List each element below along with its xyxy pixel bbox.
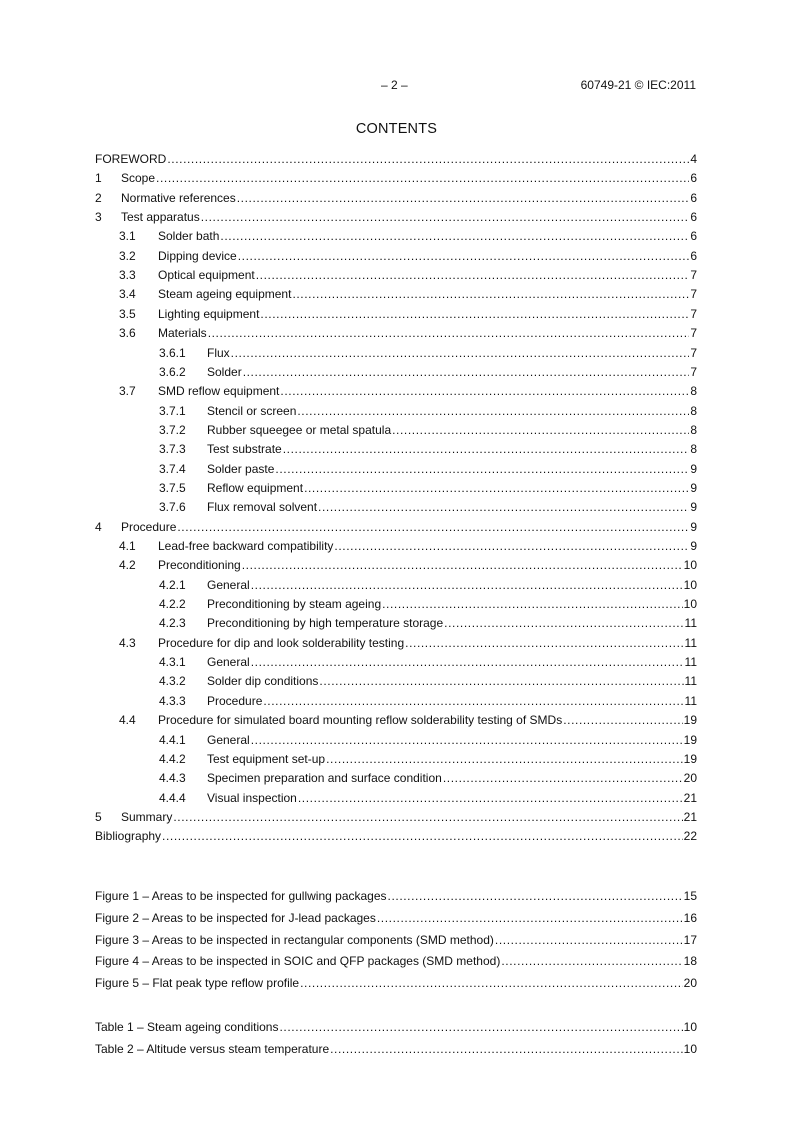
toc-entry[interactable]: [95, 558, 697, 573]
entry-label: Table 2 – Altitude versus steam temperature: [95, 1042, 330, 1056]
dot-leader: [297, 404, 689, 419]
entry-label: General: [207, 655, 250, 669]
entry-page-number: 9: [690, 481, 697, 495]
entry-page-number: 18: [683, 954, 697, 968]
dot-leader: [201, 210, 690, 225]
entry-label: Materials: [158, 326, 207, 340]
entry-label: Bibliography: [95, 829, 162, 843]
figure-entry[interactable]: [95, 911, 697, 926]
dot-leader: [279, 1020, 682, 1035]
table-entry[interactable]: [95, 1020, 697, 1035]
dot-leader: [167, 152, 689, 167]
entry-number: 1: [95, 171, 102, 185]
toc-entry[interactable]: [95, 365, 697, 380]
entry-number: 4.2: [119, 558, 136, 572]
dot-leader: [298, 791, 683, 806]
toc-entry[interactable]: [95, 674, 697, 689]
dot-leader: [319, 674, 683, 689]
entry-number: 3.3: [119, 268, 136, 282]
entry-page-number: 15: [683, 889, 697, 903]
dot-leader: [242, 558, 683, 573]
dot-leader: [444, 616, 683, 631]
toc-entry[interactable]: [95, 210, 697, 225]
toc-entry[interactable]: [95, 287, 697, 302]
toc-entry[interactable]: [95, 636, 697, 651]
entry-page-number: 9: [690, 520, 697, 534]
entry-label: Flux: [207, 346, 230, 360]
entry-label: Rubber squeegee or metal spatula: [207, 423, 392, 437]
entry-page-number: 11: [684, 616, 697, 630]
entry-number: 4.3.2: [159, 674, 186, 688]
entry-page-number: 7: [690, 346, 697, 360]
page-number: – 2 –: [381, 78, 408, 92]
toc-entry[interactable]: [95, 442, 697, 457]
dot-leader: [275, 462, 689, 477]
entry-number: 5: [95, 810, 102, 824]
dot-leader: [334, 539, 689, 554]
entry-number: 3.7: [119, 384, 136, 398]
dot-leader: [283, 442, 690, 457]
entry-label: Reflow equipment: [207, 481, 304, 495]
toc-entry[interactable]: [95, 791, 697, 806]
entry-page-number: 21: [683, 810, 697, 824]
entry-number: 3.7.3: [159, 442, 186, 456]
entry-page-number: 6: [690, 249, 697, 263]
figure-entry[interactable]: [95, 889, 697, 904]
entry-number: 3.1: [119, 229, 136, 243]
entry-label: Table 1 – Steam ageing conditions: [95, 1020, 279, 1034]
entry-number: 4.4.2: [159, 752, 186, 766]
toc-entry[interactable]: [95, 713, 697, 728]
entry-number: 3.7.4: [159, 462, 186, 476]
entry-page-number: 7: [690, 365, 697, 379]
figure-entry[interactable]: [95, 976, 697, 991]
entry-label: Specimen preparation and surface condition: [207, 771, 442, 785]
dot-leader: [256, 268, 690, 283]
toc-entry[interactable]: [95, 829, 697, 844]
toc-entry[interactable]: [95, 171, 697, 186]
toc-entry[interactable]: [95, 520, 697, 535]
entry-page-number: 10: [683, 1020, 697, 1034]
entry-page-number: 19: [683, 713, 697, 727]
entry-page-number: 16: [683, 911, 697, 925]
entry-page-number: 9: [690, 462, 697, 476]
dot-leader: [231, 346, 690, 361]
toc-entry[interactable]: [95, 810, 697, 825]
entry-page-number: 11: [684, 694, 697, 708]
entry-page-number: 11: [684, 655, 697, 669]
entry-number: 3.6.2: [159, 365, 186, 379]
entry-label: Preconditioning: [158, 558, 241, 572]
entry-label: Summary: [121, 810, 173, 824]
entry-label: Test apparatus: [121, 210, 200, 224]
entry-page-number: 7: [690, 326, 697, 340]
entry-label: General: [207, 578, 250, 592]
figure-entry[interactable]: [95, 933, 697, 948]
dot-leader: [377, 911, 683, 926]
dot-leader: [238, 249, 690, 264]
entry-label: Procedure: [121, 520, 177, 534]
entry-number: 3: [95, 210, 102, 224]
entry-label: Scope: [121, 171, 156, 185]
entry-label: Optical equipment: [158, 268, 255, 282]
dot-leader: [177, 520, 689, 535]
dot-leader: [251, 578, 683, 593]
entry-label: Solder dip conditions: [207, 674, 319, 688]
entry-number: 3.2: [119, 249, 136, 263]
entry-label: Test substrate: [207, 442, 282, 456]
entry-page-number: 7: [690, 268, 697, 282]
entry-page-number: 11: [684, 674, 697, 688]
entry-page-number: 8: [690, 442, 697, 456]
dot-leader: [443, 771, 683, 786]
entry-label: Steam ageing equipment: [158, 287, 292, 301]
toc-entry[interactable]: [95, 423, 697, 438]
entry-number: 4.2.1: [159, 578, 186, 592]
toc-entry[interactable]: [95, 268, 697, 283]
entry-number: 4.3.1: [159, 655, 186, 669]
entry-page-number: 11: [684, 636, 697, 650]
dot-leader: [392, 423, 689, 438]
entry-page-number: 10: [683, 558, 697, 572]
toc-entry[interactable]: [95, 249, 697, 264]
entry-number: 3.7.1: [159, 404, 186, 418]
toc-entry[interactable]: [95, 152, 697, 167]
entry-label: Preconditioning by steam ageing: [207, 597, 382, 611]
entry-label: Procedure for simulated board mounting reflow solderability testing of SMDs: [158, 713, 563, 727]
entry-page-number: 7: [690, 307, 697, 321]
entry-page-number: 8: [690, 404, 697, 418]
entry-label: Figure 5 – Flat peak type reflow profile: [95, 976, 300, 990]
entry-number: 3.7.5: [159, 481, 186, 495]
toc-entry[interactable]: [95, 539, 697, 554]
entry-label: Figure 1 – Areas to be inspected for gullwing packages: [95, 889, 387, 903]
entry-number: 3.7.6: [159, 500, 186, 514]
entry-number: 2: [95, 191, 102, 205]
entry-number: 4.1: [119, 539, 136, 553]
dot-leader: [251, 655, 684, 670]
entry-page-number: 7: [690, 287, 697, 301]
entry-page-number: 9: [690, 500, 697, 514]
dot-leader: [563, 713, 682, 728]
entry-number: 3.6: [119, 326, 136, 340]
entry-number: 4.3: [119, 636, 136, 650]
toc-entry[interactable]: [95, 346, 697, 361]
dot-leader: [326, 752, 683, 767]
entry-label: Procedure for dip and look solderability testing: [158, 636, 405, 650]
dot-leader: [304, 481, 689, 496]
entry-number: 4.2.2: [159, 597, 186, 611]
entry-label: Figure 3 – Areas to be inspected in rectangular components (SMD method): [95, 933, 494, 947]
entry-label: General: [207, 733, 250, 747]
dot-leader: [388, 889, 683, 904]
entry-page-number: 19: [683, 752, 697, 766]
entry-label: SMD reflow equipment: [158, 384, 280, 398]
entry-number: 4.4.1: [159, 733, 186, 747]
entry-number: 4.2.3: [159, 616, 186, 630]
toc-entry[interactable]: [95, 597, 697, 612]
toc-entry[interactable]: [95, 481, 697, 496]
entry-page-number: 19: [683, 733, 697, 747]
entry-label: Figure 4 – Areas to be inspected in SOIC and QFP packages (SMD method): [95, 954, 501, 968]
dot-leader: [237, 191, 690, 206]
dot-leader: [300, 976, 683, 991]
entry-label: Stencil or screen: [207, 404, 297, 418]
entry-number: 3.4: [119, 287, 136, 301]
entry-page-number: 20: [683, 976, 697, 990]
dot-leader: [260, 307, 689, 322]
entry-label: Solder paste: [207, 462, 275, 476]
toc-entry[interactable]: [95, 191, 697, 206]
toc-entry[interactable]: [95, 404, 697, 419]
entry-label: Figure 2 – Areas to be inspected for J-lead packages: [95, 911, 376, 925]
entry-label: Solder: [207, 365, 242, 379]
entry-page-number: 9: [690, 539, 697, 553]
entry-page-number: 4: [690, 152, 697, 166]
entry-label: Flux removal solvent: [207, 500, 318, 514]
entry-number: 4.4: [119, 713, 136, 727]
entry-page-number: 8: [690, 423, 697, 437]
figure-entry[interactable]: [95, 954, 697, 969]
entry-number: 3.6.1: [159, 346, 186, 360]
entry-page-number: 6: [690, 171, 697, 185]
entry-label: Solder bath: [158, 229, 220, 243]
entry-page-number: 6: [690, 191, 697, 205]
entry-label: Visual inspection: [207, 791, 297, 805]
dot-leader: [162, 829, 683, 844]
table-entry[interactable]: [95, 1042, 697, 1057]
entry-number: 4.4.4: [159, 791, 186, 805]
dot-leader: [292, 287, 689, 302]
dot-leader: [251, 733, 683, 748]
entry-page-number: 10: [683, 578, 697, 592]
dot-leader: [173, 810, 682, 825]
toc-entry[interactable]: [95, 733, 697, 748]
entry-page-number: 8: [690, 384, 697, 398]
entry-label: Preconditioning by high temperature storage: [207, 616, 444, 630]
entry-page-number: 6: [690, 210, 697, 224]
entry-label: Lead-free backward compatibility: [158, 539, 334, 553]
toc-entry[interactable]: [95, 616, 697, 631]
entry-page-number: 21: [683, 791, 697, 805]
toc-entry[interactable]: [95, 655, 697, 670]
entry-label: Lighting equipment: [158, 307, 260, 321]
entry-label: Test equipment set-up: [207, 752, 326, 766]
toc-entry[interactable]: [95, 500, 697, 515]
toc-entry[interactable]: [95, 326, 697, 341]
entry-page-number: 10: [683, 1042, 697, 1056]
toc-entry[interactable]: [95, 229, 697, 244]
dot-leader: [208, 326, 690, 341]
entry-number: 3.5: [119, 307, 136, 321]
entry-number: 4.3.3: [159, 694, 186, 708]
dot-leader: [220, 229, 689, 244]
entry-page-number: 6: [690, 229, 697, 243]
entry-number: 4: [95, 520, 102, 534]
dot-leader: [156, 171, 689, 186]
entry-page-number: 22: [683, 829, 697, 843]
toc-entry[interactable]: [95, 462, 697, 477]
dot-leader: [405, 636, 683, 651]
entry-number: 3.7.2: [159, 423, 186, 437]
entry-label: Procedure: [207, 694, 263, 708]
entry-page-number: 17: [683, 933, 697, 947]
entry-page-number: 10: [683, 597, 697, 611]
dot-leader: [263, 694, 683, 709]
dot-leader: [501, 954, 682, 969]
toc-entry[interactable]: [95, 752, 697, 767]
dot-leader: [495, 933, 683, 948]
toc-entry[interactable]: [95, 771, 697, 786]
toc-entry[interactable]: [95, 307, 697, 322]
entry-label: Dipping device: [158, 249, 237, 263]
toc-entry[interactable]: [95, 694, 697, 709]
dot-leader: [382, 597, 683, 612]
dot-leader: [243, 365, 690, 380]
entry-page-number: 20: [683, 771, 697, 785]
dot-leader: [330, 1042, 683, 1057]
document-code: 60749-21 © IEC:2011: [580, 78, 696, 92]
entry-label: FOREWORD: [95, 152, 167, 166]
dot-leader: [318, 500, 689, 515]
page-title: CONTENTS: [355, 121, 438, 137]
entry-number: 4.4.3: [159, 771, 186, 785]
entry-label: Normative references: [121, 191, 236, 205]
toc-entry[interactable]: [95, 384, 697, 399]
dot-leader: [280, 384, 689, 399]
toc-entry[interactable]: [95, 578, 697, 593]
